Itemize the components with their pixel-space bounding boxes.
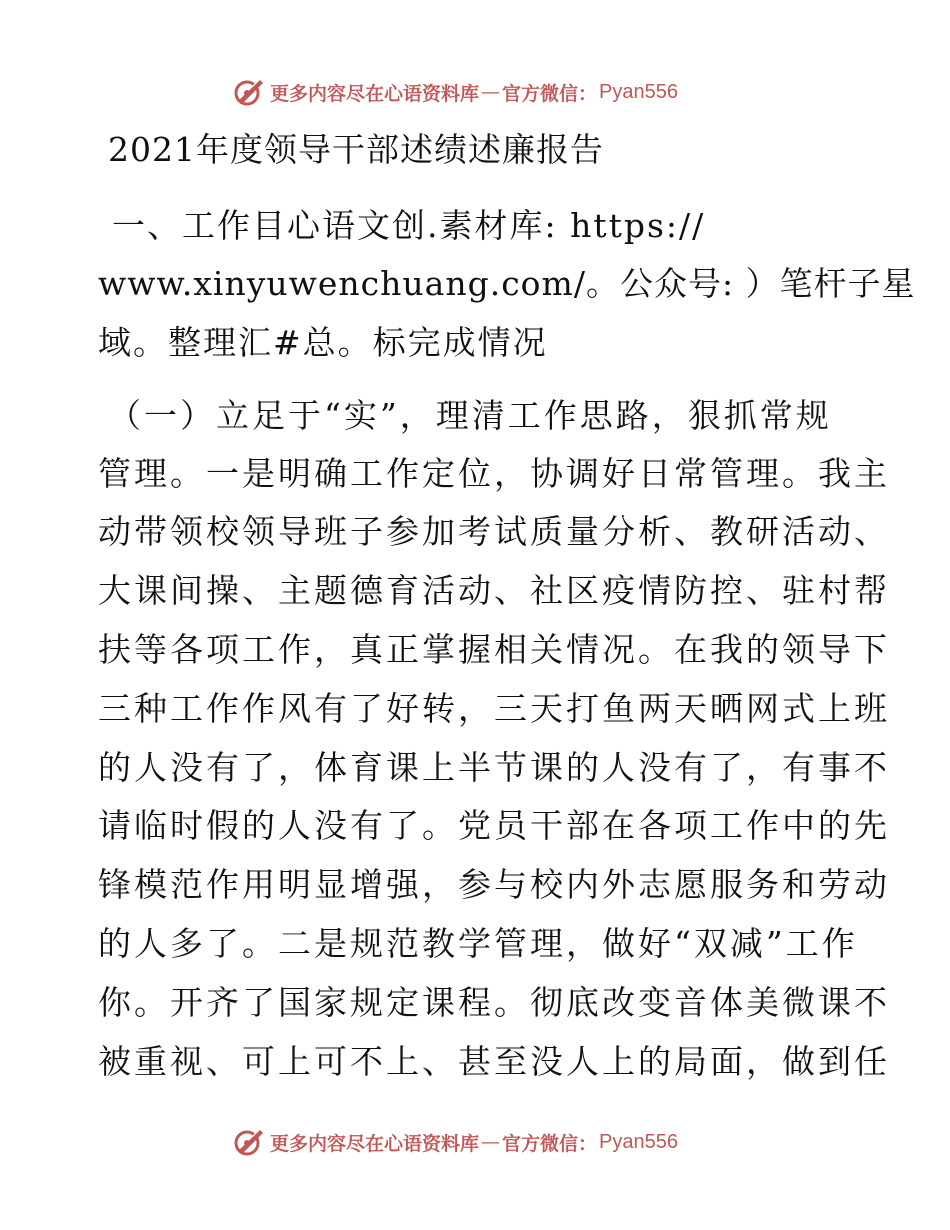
quill-pen-logo-icon [232, 75, 266, 109]
footer-brand-text: 更多内容尽在心语资料库 [270, 1132, 480, 1155]
body-line-2: 管理。一是明确工作定位，协调好日常管理。我主 [98, 454, 890, 493]
footer-watermark [232, 1122, 678, 1162]
body-line-11: 你。开齐了国家规定课程。彻底改变音体美微课不 [98, 983, 890, 1022]
body-line-12: 被重视、可上可不上、甚至没人上的局面，做到任 [98, 1042, 890, 1081]
body-line-10: 的人多了。二是规范教学管理，做好“双减”工作 [98, 924, 858, 963]
header-watermark [232, 72, 678, 112]
body-line-8: 请临时假的人没有了。党员干部在各项工作中的先 [98, 806, 890, 845]
header-official-label: 官方微信： [502, 82, 598, 105]
document-title: 2021年度领导干部述绩述廉报告 [108, 130, 604, 169]
body-line-4: 大课间操、主题德育活动、社区疫情防控、驻村帮 [98, 571, 890, 610]
body-line-3: 动带领校领导班子参加考试质量分析、教研活动、 [98, 512, 890, 551]
header-separator: — [481, 81, 501, 103]
header-brand-text: 更多内容尽在心语资料库 [270, 82, 480, 105]
footer-separator: — [481, 1131, 501, 1153]
quill-pen-logo-icon [232, 1125, 266, 1159]
section-heading-line-1: 一、工作目心语文创.素材库: https:// [112, 206, 706, 245]
body-line-9: 锋模范作用明显增强，参与校内外志愿服务和劳动 [98, 865, 890, 904]
section-heading-line-3: 域。整理汇#总。标完成情况 [98, 323, 548, 362]
body-line-6: 三种工作作风有了好转，三天打鱼两天晒网式上班 [98, 689, 890, 728]
body-line-7: 的人没有了，体育课上半节课的人没有了，有事不 [98, 748, 890, 787]
body-line-5: 扶等各项工作，真正掌握相关情况。在我的领导下 [98, 630, 890, 669]
footer-wechat-id: Pyan556 [599, 1130, 678, 1153]
footer-official-label: 官方微信： [502, 1132, 598, 1155]
section-heading-line-2: www.xinyuwenchuang.com/。公众号: ）笔杆子星 [98, 264, 916, 303]
header-wechat-id: Pyan556 [599, 80, 678, 103]
body-line-1: （一）立足于“实”，理清工作思路，狠抓常规 [108, 396, 832, 435]
